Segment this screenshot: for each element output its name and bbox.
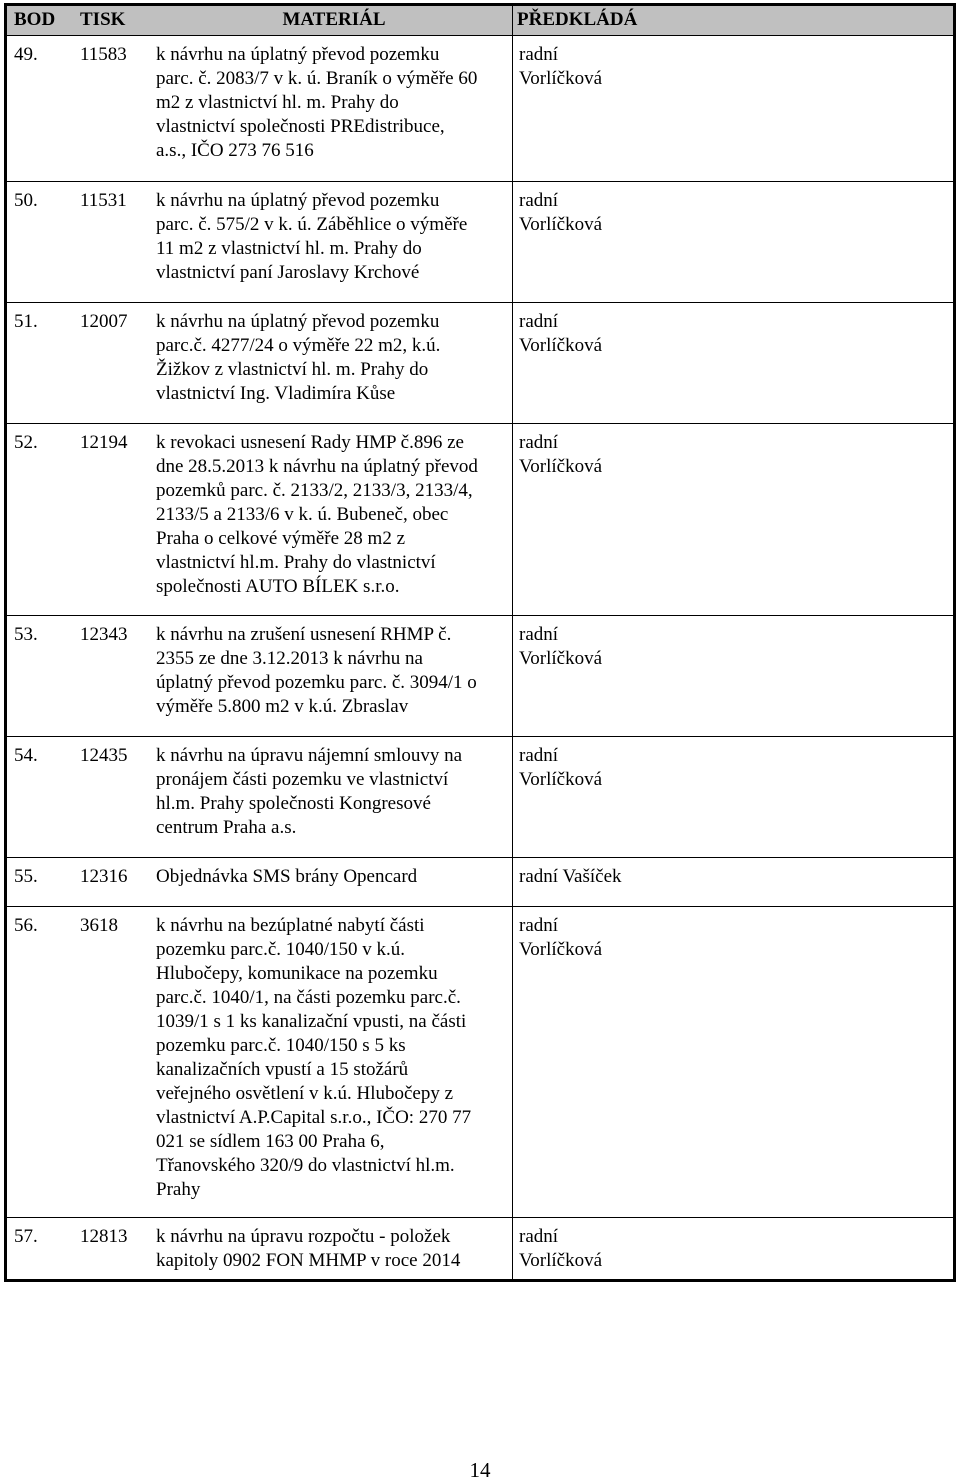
table-row xyxy=(7,858,953,907)
row-tisk: 12007 xyxy=(80,311,128,332)
row-bod: 49. xyxy=(14,44,38,65)
row-predklada: radní Vorlíčková xyxy=(519,1226,603,1271)
row-bod: 56. xyxy=(14,915,38,936)
table-row xyxy=(7,424,953,616)
agenda-table xyxy=(4,3,956,1282)
row-tisk: 12435 xyxy=(80,745,128,766)
header-material: MATERIÁL xyxy=(151,6,513,35)
row-bod: 57. xyxy=(14,1226,38,1247)
table-row xyxy=(7,1218,953,1279)
row-tisk: 11531 xyxy=(80,190,127,211)
row-predklada: radní Vorlíčková xyxy=(519,44,603,89)
table-header xyxy=(7,6,953,36)
table-row xyxy=(7,737,953,858)
table-row xyxy=(7,303,953,424)
page-number: 14 xyxy=(469,1458,491,1482)
row-tisk: 12813 xyxy=(80,1226,128,1247)
row-bod: 50. xyxy=(14,190,38,211)
table-row xyxy=(7,182,953,303)
row-material: k návrhu na úplatný převod pozemku parc.č. 4277/24 o výměře 22 m2, k.ú. Žižkov z vlastnictví hl. m. Prahy do vlastnictví Ing. Vladimíra Kůse xyxy=(151,303,513,423)
row-tisk: 12194 xyxy=(80,432,128,453)
row-material: k návrhu na úplatný převod pozemku parc. č. 2083/7 v k. ú. Braník o výměře 60 m2 z vlastnictví hl. m. Prahy do vlastnictví společnosti PREdistribuce, a.s., IČO 273 76 516 xyxy=(151,36,513,181)
row-predklada: radní Vorlíčková xyxy=(519,745,603,790)
row-material: k návrhu na úpravu nájemní smlouvy na pronájem části pozemku ve vlastnictví hl.m. Prahy společnosti Kongresové centrum Praha a.s. xyxy=(151,737,513,857)
row-bod: 51. xyxy=(14,311,38,332)
header-bod: BOD xyxy=(14,9,56,30)
row-tisk: 3618 xyxy=(80,915,118,936)
row-bod: 54. xyxy=(14,745,38,766)
row-bod: 55. xyxy=(14,866,38,887)
header-tisk: TISK xyxy=(80,9,126,30)
row-material: k návrhu na bezúplatné nabytí části pozemku parc.č. 1040/150 v k.ú. Hlubočepy, komunikace na pozemku parc.č. 1040/1, na části pozemku parc.č. 1039/1 s 1 ks kanalizační vpusti, na části pozemku parc.č. 1040/150 s 5 ks kanalizačních vpustí a 15 stožárů veřejného osvětlení v k.ú. Hlubočepy z vlastnictví A.P.Capital s.r.o., IČO: 270 77 021 se sídlem 163 00 Praha 6, Třanovského 320/9 do vlastnictví hl.m. Prahy xyxy=(151,907,513,1217)
table-row xyxy=(7,907,953,1218)
header-predklada: PŘEDKLÁDÁ xyxy=(517,9,638,30)
row-predklada: radní Vorlíčková xyxy=(519,624,603,669)
row-material: Objednávka SMS brány Opencard xyxy=(151,858,513,906)
row-predklada: radní Vorlíčková xyxy=(519,432,603,477)
row-predklada: radní Vašíček xyxy=(519,866,622,887)
row-bod: 53. xyxy=(14,624,38,645)
row-material: k revokaci usnesení Rady HMP č.896 ze dne 28.5.2013 k návrhu na úplatný převod pozemků parc. č. 2133/2, 2133/3, 2133/4, 2133/5 a 2133/6 v k. ú. Bubeneč, obec Praha o celkové výměře 28 m2 z vlastnictví hl.m. Prahy do vlastnictví společnosti AUTO BÍLEK s.r.o. xyxy=(151,424,513,615)
row-predklada: radní Vorlíčková xyxy=(519,190,603,235)
row-tisk: 12316 xyxy=(80,866,128,887)
row-bod: 52. xyxy=(14,432,38,453)
row-predklada: radní Vorlíčková xyxy=(519,915,603,960)
row-material: k návrhu na úplatný převod pozemku parc. č. 575/2 v k. ú. Záběhlice o výměře 11 m2 z vlastnictví hl. m. Prahy do vlastnictví paní Jaroslavy Krchové xyxy=(151,182,513,302)
row-predklada: radní Vorlíčková xyxy=(519,311,603,356)
table-row xyxy=(7,616,953,737)
table-row xyxy=(7,36,953,182)
row-tisk: 11583 xyxy=(80,44,127,65)
row-material: k návrhu na úpravu rozpočtu - položek kapitoly 0902 FON MHMP v roce 2014 xyxy=(151,1218,513,1279)
row-material: k návrhu na zrušení usnesení RHMP č. 2355 ze dne 3.12.2013 k návrhu na úplatný převod pozemku parc. č. 3094/1 o výměře 5.800 m2 v k.ú. Zbraslav xyxy=(151,616,513,736)
row-tisk: 12343 xyxy=(80,624,128,645)
